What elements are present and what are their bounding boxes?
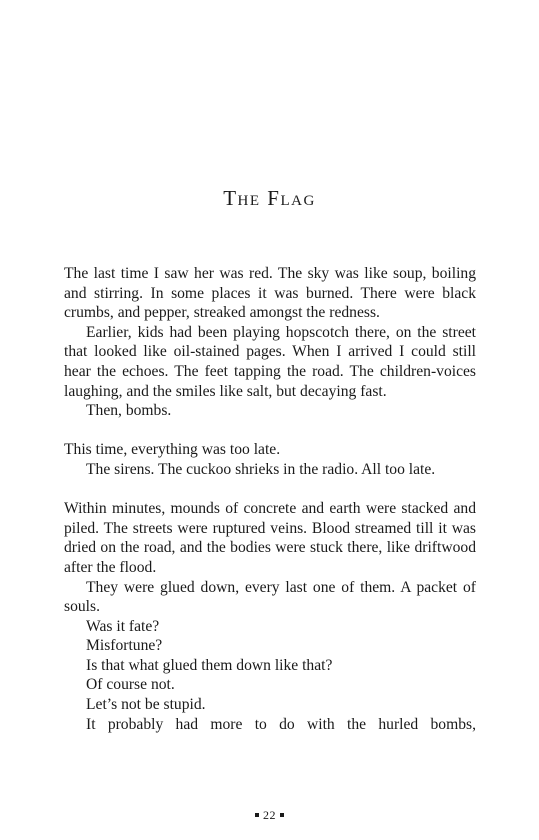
page-number: 22: [263, 808, 276, 822]
paragraph: Earlier, kids had been playing hopscotch there, on the street that looked like oil-stained pages. When I arrived I could still hear the echoes. The feet tapping the road. The children-voices laughing, and the smiles like salt, but decaying fast.: [64, 323, 476, 400]
paragraph: Is that what glued them down like that?: [86, 656, 333, 674]
ornament-square-icon: [255, 813, 259, 817]
page-footer: [0, 808, 539, 822]
paragraph: Was it fate?: [86, 617, 160, 635]
paragraph: The sirens. The cuckoo shrieks in the radio. All too late.: [86, 460, 436, 478]
paragraph: Let’s not be stupid.: [86, 696, 206, 714]
chapter-title: The Flag: [223, 186, 316, 210]
body-text: [64, 264, 476, 734]
paragraph: This time, everything was too late.: [64, 441, 281, 459]
paragraph: Misfortune?: [86, 637, 163, 655]
paragraph: Of course not.: [86, 676, 175, 694]
paragraph: The last time I saw her was red. The sky was like soup, boiling and stirring. In some places it was burned. There were black crumbs, and pepper, streaked amongst the redness.: [64, 265, 476, 322]
paragraph: Within minutes, mounds of concrete and earth were stacked and piled. The streets were ruptured veins. Blood streamed till it was dried on the road, and the bodies were stuck there, like driftwood after the flood.: [64, 500, 476, 576]
paragraph: It probably had more to do with the hurled bombs,: [86, 715, 476, 733]
paragraph: They were glued down, every last one of them. A packet of souls.: [64, 578, 476, 616]
ornament-square-icon: [280, 813, 284, 817]
paragraph: Then, bombs.: [86, 402, 172, 420]
